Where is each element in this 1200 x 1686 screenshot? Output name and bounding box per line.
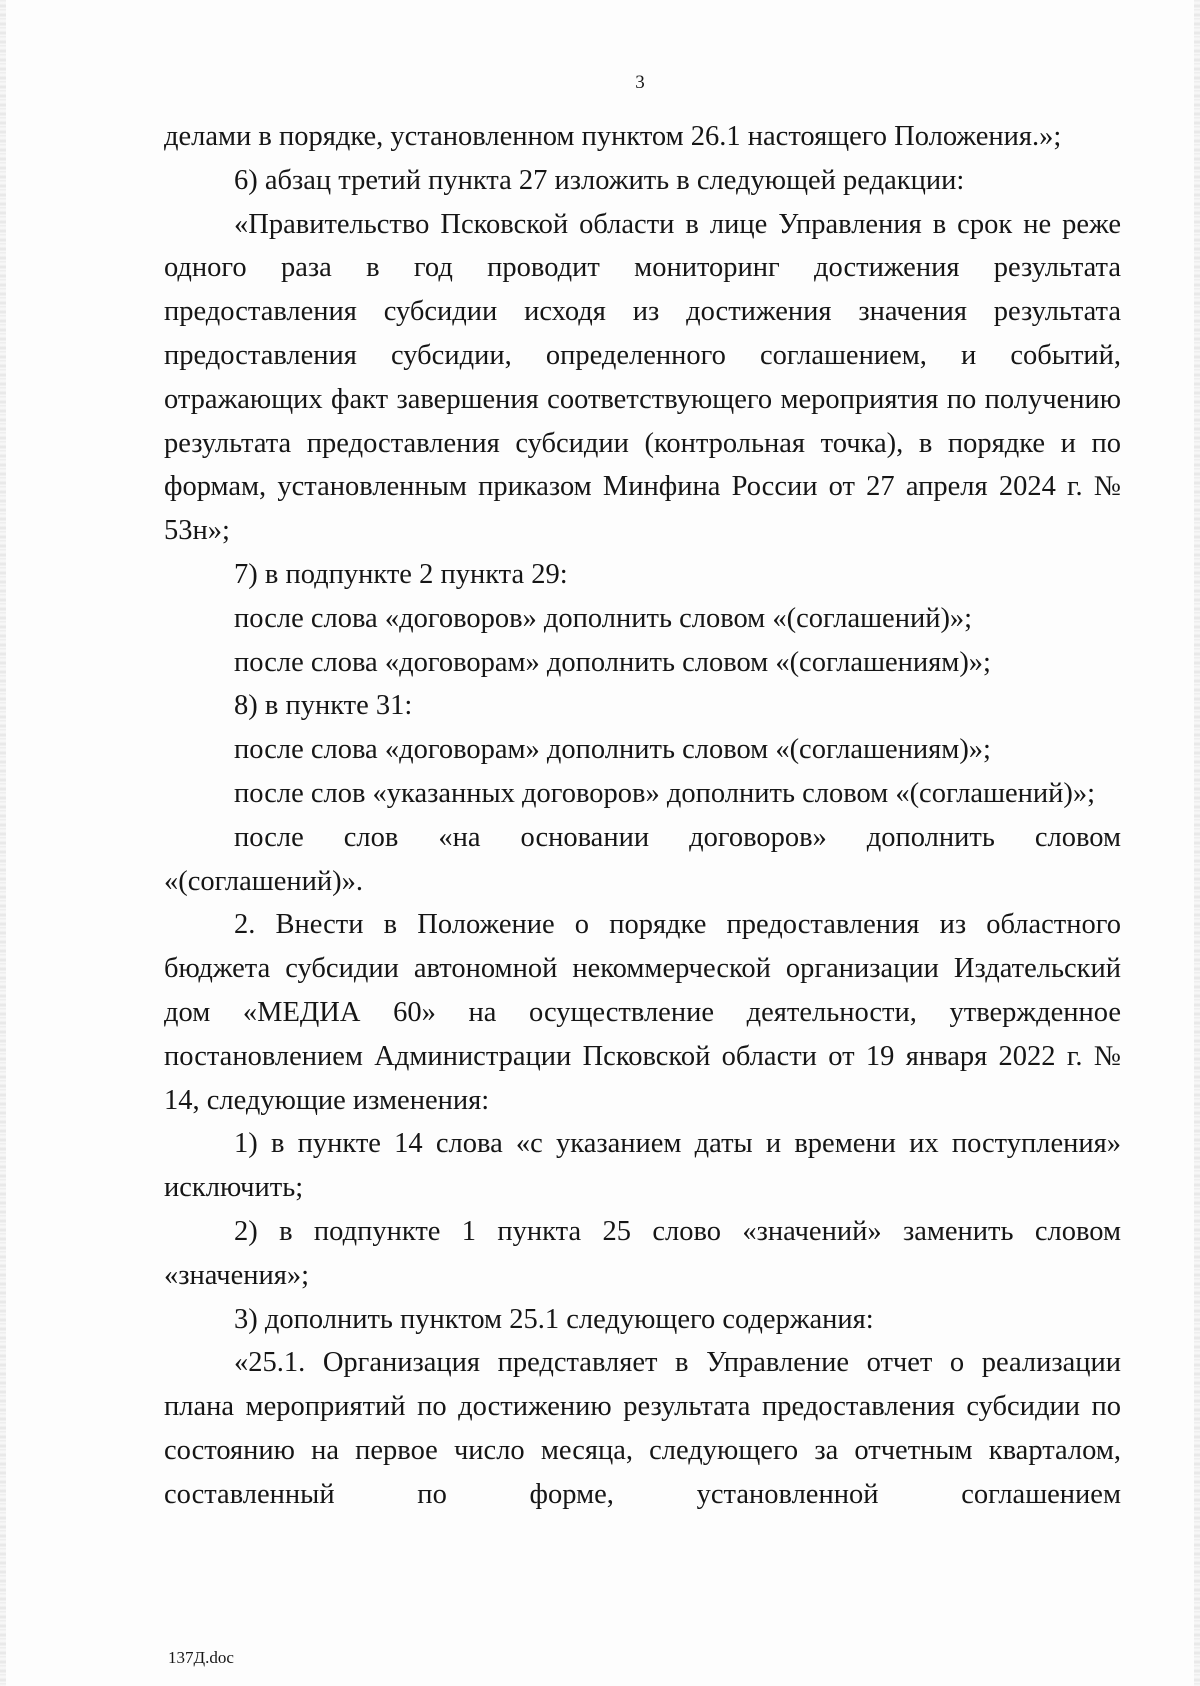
file-name-footer: 137Д.doc — [168, 1648, 234, 1667]
paragraph: после слов «указанных договоров» дополнить словом «(соглашений)»; — [234, 777, 1096, 809]
page-number: 3 — [635, 72, 645, 93]
scan-edge-left — [0, 0, 6, 1686]
paragraph: 1) в пункте 14 слова «с указанием даты и времени их поступления» исключить; — [164, 1128, 1121, 1204]
paragraph: после слова «договоров» дополнить словом «(соглашений)»; — [234, 602, 973, 634]
scan-edge-right — [1194, 0, 1200, 1686]
paragraph: после слова «договорам» дополнить словом «(соглашениям)»; — [234, 646, 991, 678]
document-body — [164, 115, 1121, 1517]
paragraph: «25.1. Организация представляет в Управление отчет о реализации плана мероприятий по достижению результата предоставления субсидии по состоянию на первое число месяца, следующего за отчетным кварталом, составленный по форме, установленной соглашением — [164, 1347, 1121, 1510]
paragraph: 3) дополнить пунктом 25.1 следующего содержания: — [234, 1303, 874, 1335]
paragraph: «Правительство Псковской области в лице Управления в срок не реже одного раза в год проводит мониторинг достижения результата предоставления субсидии исходя из достижения значения результата предоставления субсидии, определенного соглашением, и событий, отражающих факт завершения соответствующего мероприятия по получению результата предоставления субсидии (контрольная точка), в порядке и по формам, установленным приказом Минфина России от 27 апреля 2024 г. № 53н»; — [164, 208, 1121, 547]
paragraph: делами в порядке, установленном пунктом 26.1 настоящего Положения.»; — [164, 121, 1062, 152]
paragraph: 2) в подпункте 1 пункта 25 слово «значений» заменить словом «значения»; — [164, 1215, 1121, 1291]
paragraph: после слов «на основании договоров» дополнить словом «(соглашений)». — [164, 821, 1121, 897]
paragraph: после слова «договорам» дополнить словом «(соглашениям)»; — [234, 734, 991, 766]
paragraph: 8) в пункте 31: — [234, 690, 413, 722]
paragraph: 6) абзац третий пункта 27 изложить в следующей редакции: — [234, 164, 965, 196]
paragraph: 2. Внести в Положение о порядке предоставления из областного бюджета субсидии автономной некоммерческой организации Издательский дом «МЕДИА 60» на осуществление деятельности, утвержденное постановлением Администрации Псковской области от 19 января 2022 г. № 14, следующие изменения: — [164, 909, 1121, 1116]
paragraph: 7) в подпункте 2 пункта 29: — [234, 558, 568, 590]
